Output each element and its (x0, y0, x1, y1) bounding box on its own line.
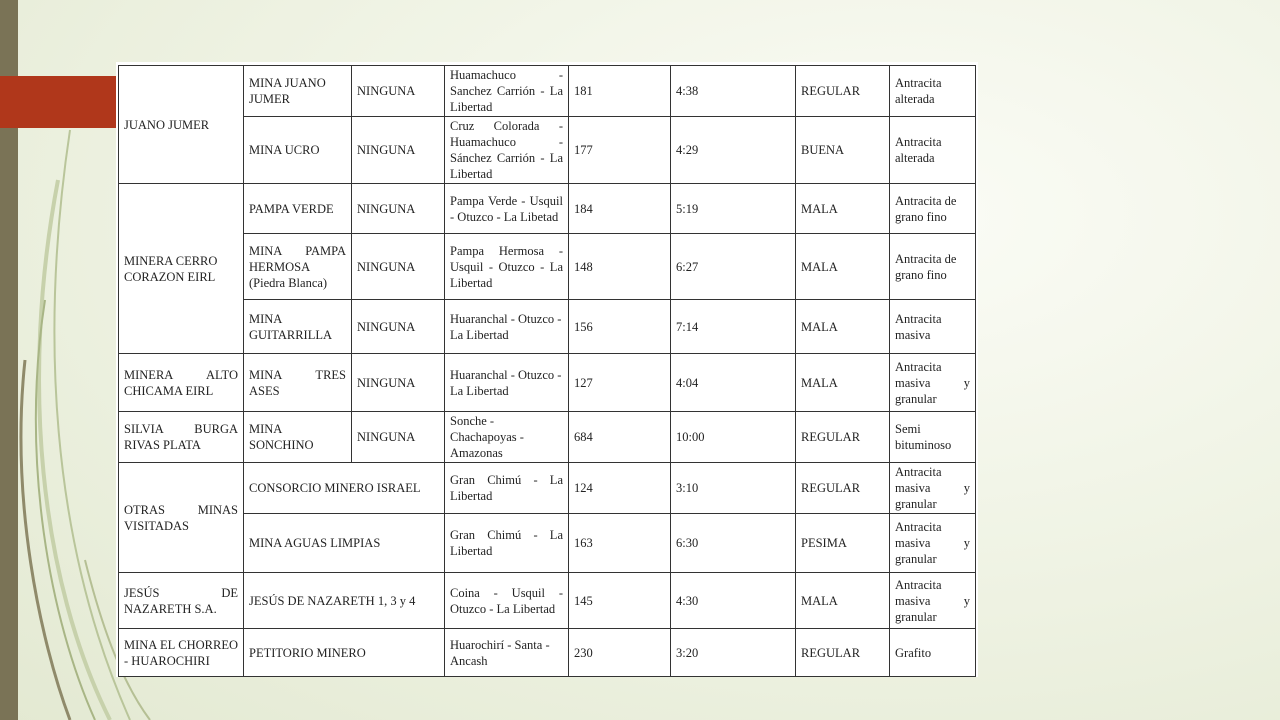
mine-cell: MINA SONCHINO (244, 412, 352, 463)
mine-cell: MINA TRES ASES (244, 354, 352, 412)
coal-type-cell: Antracita masiva y granular (890, 354, 976, 412)
access-cell: MALA (796, 573, 890, 629)
location-cell: Pampa Hermosa - Usquil - Otuzco - La Libertad (445, 234, 569, 300)
coal-type-cell: Antracita de grano fino (890, 184, 976, 234)
restriction-cell: NINGUNA (352, 354, 445, 412)
mine-cell: MINA PAMPA HERMOSA (Piedra Blanca) (244, 234, 352, 300)
access-cell: REGULAR (796, 66, 890, 117)
distance-cell: 127 (569, 354, 671, 412)
coal-type-cell: Antracita masiva y granular (890, 514, 976, 573)
table-row (119, 412, 976, 463)
accent-rectangle (0, 76, 116, 128)
distance-cell: 156 (569, 300, 671, 354)
mine-cell: JESÚS DE NAZARETH 1, 3 y 4 (244, 573, 445, 629)
mine-cell: MINA AGUAS LIMPIAS (244, 514, 445, 573)
coal-type-cell: Antracita de grano fino (890, 234, 976, 300)
distance-cell: 230 (569, 629, 671, 677)
restriction-cell: NINGUNA (352, 300, 445, 354)
table-row (119, 629, 976, 677)
time-cell: 10:00 (671, 412, 796, 463)
location-cell: Sonche - Chachapoyas - Amazonas (445, 412, 569, 463)
access-cell: PESIMA (796, 514, 890, 573)
coal-type-cell: Grafito (890, 629, 976, 677)
restriction-cell: NINGUNA (352, 234, 445, 300)
access-cell: REGULAR (796, 412, 890, 463)
distance-cell: 177 (569, 117, 671, 184)
restriction-cell: NINGUNA (352, 117, 445, 184)
location-cell: Huaranchal - Otuzco - La Libertad (445, 354, 569, 412)
coal-type-cell: Antracita masiva y granular (890, 573, 976, 629)
time-cell: 5:19 (671, 184, 796, 234)
location-cell: Gran Chimú - La Libertad (445, 514, 569, 573)
mine-cell: PAMPA VERDE (244, 184, 352, 234)
location-cell: Gran Chimú - La Libertad (445, 463, 569, 514)
time-cell: 4:30 (671, 573, 796, 629)
coal-type-cell: Antracita alterada (890, 66, 976, 117)
table-row (119, 463, 976, 514)
mine-cell: MINA GUITARRILLA (244, 300, 352, 354)
mine-cell: MINA UCRO (244, 117, 352, 184)
table-row (119, 184, 976, 234)
distance-cell: 124 (569, 463, 671, 514)
access-cell: REGULAR (796, 463, 890, 514)
company-cell: MINA EL CHORREO - HUAROCHIRI (119, 629, 244, 677)
mines-table (118, 65, 976, 677)
access-cell: MALA (796, 354, 890, 412)
time-cell: 4:04 (671, 354, 796, 412)
table-row (119, 300, 976, 354)
location-cell: Huamachuco - Sanchez Carrión - La Libertad (445, 66, 569, 117)
table-row (119, 234, 976, 300)
restriction-cell: NINGUNA (352, 66, 445, 117)
time-cell: 7:14 (671, 300, 796, 354)
table-row (119, 514, 976, 573)
table-row (119, 573, 976, 629)
location-cell: Huaranchal - Otuzco - La Libertad (445, 300, 569, 354)
distance-cell: 145 (569, 573, 671, 629)
restriction-cell: NINGUNA (352, 184, 445, 234)
location-cell: Huarochirí - Santa - Ancash (445, 629, 569, 677)
mine-cell: MINA JUANO JUMER (244, 66, 352, 117)
company-cell: JUANO JUMER (119, 66, 244, 184)
company-cell: MINERA CERRO CORAZON EIRL (119, 184, 244, 354)
access-cell: BUENA (796, 117, 890, 184)
time-cell: 3:20 (671, 629, 796, 677)
table-row (119, 117, 976, 184)
access-cell: REGULAR (796, 629, 890, 677)
company-cell: OTRAS MINAS VISITADAS (119, 463, 244, 573)
time-cell: 4:38 (671, 66, 796, 117)
restriction-cell: NINGUNA (352, 412, 445, 463)
access-cell: MALA (796, 234, 890, 300)
mine-cell: CONSORCIO MINERO ISRAEL (244, 463, 445, 514)
distance-cell: 684 (569, 412, 671, 463)
company-cell: MINERA ALTO CHICAMA EIRL (119, 354, 244, 412)
coal-type-cell: Semi bituminoso (890, 412, 976, 463)
distance-cell: 163 (569, 514, 671, 573)
coal-type-cell: Antracita alterada (890, 117, 976, 184)
location-cell: Pampa Verde - Usquil - Otuzco - La Libetad (445, 184, 569, 234)
access-cell: MALA (796, 184, 890, 234)
company-cell: JESÚS DE NAZARETH S.A. (119, 573, 244, 629)
time-cell: 4:29 (671, 117, 796, 184)
time-cell: 6:27 (671, 234, 796, 300)
location-cell: Coina - Usquil - Otuzco - La Libertad (445, 573, 569, 629)
distance-cell: 148 (569, 234, 671, 300)
distance-cell: 184 (569, 184, 671, 234)
distance-cell: 181 (569, 66, 671, 117)
coal-type-cell: Antracita masiva (890, 300, 976, 354)
company-cell: SILVIA BURGA RIVAS PLATA (119, 412, 244, 463)
mine-cell: PETITORIO MINERO (244, 629, 445, 677)
coal-type-cell: Antracita masiva y granular (890, 463, 976, 514)
access-cell: MALA (796, 300, 890, 354)
time-cell: 6:30 (671, 514, 796, 573)
location-cell: Cruz Colorada - Huamachuco - Sánchez Carrión - La Libertad (445, 117, 569, 184)
table-row (119, 354, 976, 412)
time-cell: 3:10 (671, 463, 796, 514)
table-row (119, 66, 976, 117)
